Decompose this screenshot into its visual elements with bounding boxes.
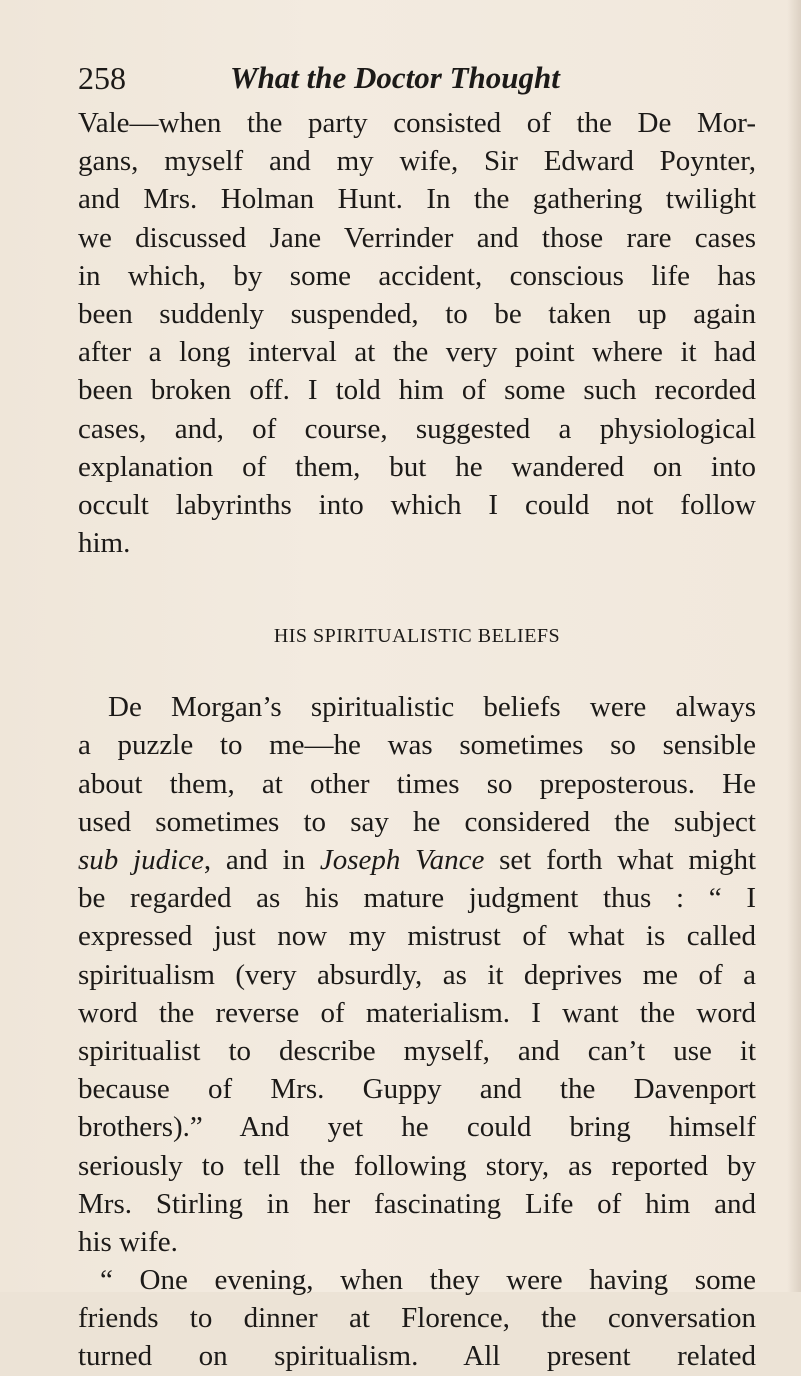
text-line: after a long interval at the very point where it had [78,336,756,369]
page-number: 258 [78,60,126,96]
text-line: explanation of them, but he wandered on into [78,450,756,483]
text-line: cases, and, of course, suggested a physiological [78,412,756,445]
text-line: Vale—when the party consisted of the De Mor- [78,107,756,139]
text-line: spiritualist to describe myself, and can’t use it [78,1034,756,1067]
text-line: and Mrs. Holman Hunt. In the gathering twilight [78,183,756,216]
text-line: about them, at other times so preposterous. He [78,767,756,800]
text-line: we discussed Jane Verrinder and those rare cases [78,221,756,254]
text-run: set forth what might [484,844,756,876]
text-line: brothers).” And yet he could bring himself [78,1111,756,1144]
text-line: occult labyrinths into which I could not follow [78,488,756,521]
text-line: gans, myself and my wife, Sir Edward Poynter, [78,145,756,178]
text-line: been broken off. I told him of some such recorded [78,374,756,407]
text-line [78,841,756,879]
text-line: a puzzle to me—he was sometimes so sensible [78,729,756,762]
text-line: De Morgan’s spiritualistic beliefs were always [108,691,756,724]
text-line: be regarded as his mature judgment thus : “ I [78,882,756,915]
text-line: him. [78,527,131,560]
text-line: in which, by some accident, conscious life has [78,259,756,292]
section-heading: HIS SPIRITUALISTIC BELIEFS [273,625,561,648]
text-line: seriously to tell the following story, as reported by [78,1149,756,1182]
text-line: been suddenly suspended, to be taken up again [78,297,756,330]
page-header [78,58,758,98]
italic-phrase: sub judice [78,844,204,876]
text-line: turned on spiritualism. All present related [78,1340,756,1373]
text-line: spiritualism (very absurdly, as it deprives me of a [78,958,756,991]
text-run: , and in [203,844,320,876]
text-line: “ One evening, when they were having some [100,1264,756,1297]
text-line: friends to dinner at Florence, the conversation [78,1302,756,1335]
text-line: used sometimes to say he considered the subject [78,805,756,838]
text-line: word the reverse of materialism. I want the word [78,996,756,1029]
body-text [78,104,756,1376]
page-edge-shadow [787,0,801,1292]
text-line: Mrs. Stirling in her fascinating Life of him and [78,1187,756,1220]
book-title: Joseph Vance [319,844,485,876]
text-line: expressed just now my mistrust of what is called [78,920,756,953]
text-line: his wife. [78,1225,178,1258]
text-line: because of Mrs. Guppy and the Davenport [78,1073,756,1106]
running-head: What the Doctor Thought [230,60,560,95]
